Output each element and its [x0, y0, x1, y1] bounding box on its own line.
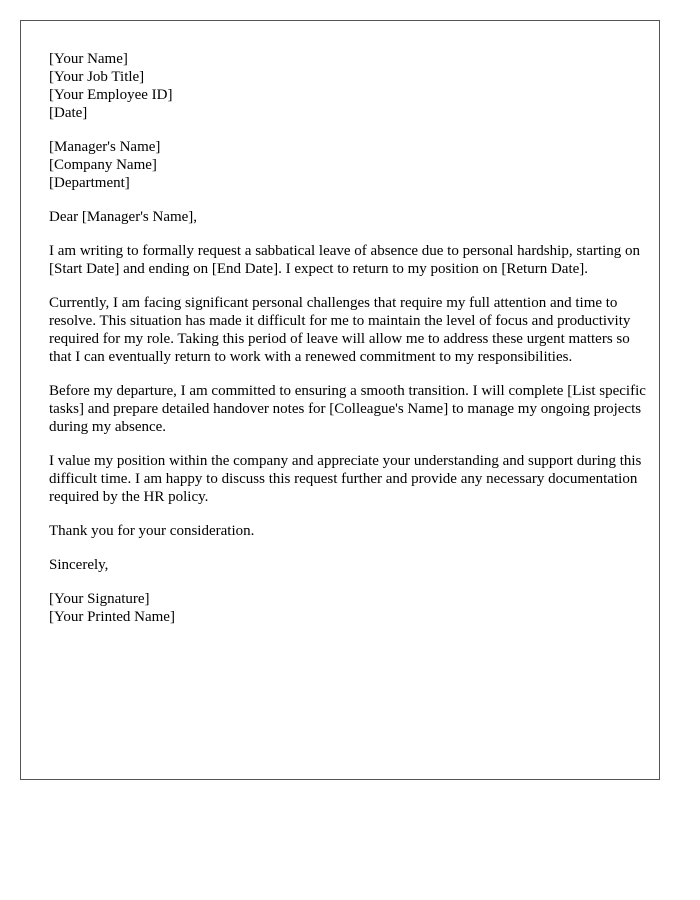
signature-line: [Your Signature] — [49, 591, 150, 607]
letter-date: [Date] — [49, 105, 88, 121]
printed-name: [Your Printed Name] — [49, 609, 175, 625]
letter-content — [49, 50, 649, 642]
recipient-department: [Department] — [49, 175, 130, 191]
body-paragraph-4: I value my position within the company and appreciate your understanding and support during this difficult time. I am happy to discuss this request further and provide any necessary documentation required by the HR policy. — [49, 453, 642, 505]
body-paragraph-5: Thank you for your consideration. — [49, 523, 255, 539]
closing: Sincerely, — [49, 557, 109, 573]
signature-block — [49, 590, 649, 626]
body-paragraph-1: I am writing to formally request a sabbatical leave of absence due to personal hardship, starting on [Start Date] and ending on [End Date]. I expect to return to my position on [Return Date]. — [49, 243, 641, 277]
body-paragraph-2: Currently, I am facing significant personal challenges that require my full attention and time to resolve. This situation has made it difficult for me to maintain the level of focus and productivity required for my role. Taking this period of leave will allow me to address these urgent matters so that I can eventually return to work with a renewed commitment to my responsibilities. — [49, 295, 631, 365]
sender-job-title: [Your Job Title] — [49, 69, 145, 85]
recipient-block — [49, 138, 649, 192]
recipient-manager-name: [Manager's Name] — [49, 139, 161, 155]
letter-page — [20, 20, 660, 780]
sender-block — [49, 50, 649, 122]
recipient-company-name: [Company Name] — [49, 157, 157, 173]
salutation: Dear [Manager's Name], — [49, 209, 198, 225]
body-paragraph-3: Before my departure, I am committed to ensuring a smooth transition. I will complete [List specific tasks] and prepare detailed handover notes for [Colleague's Name] to manage my ongoing projects during my absence. — [49, 383, 646, 435]
sender-name: [Your Name] — [49, 51, 128, 67]
sender-employee-id: [Your Employee ID] — [49, 87, 173, 103]
